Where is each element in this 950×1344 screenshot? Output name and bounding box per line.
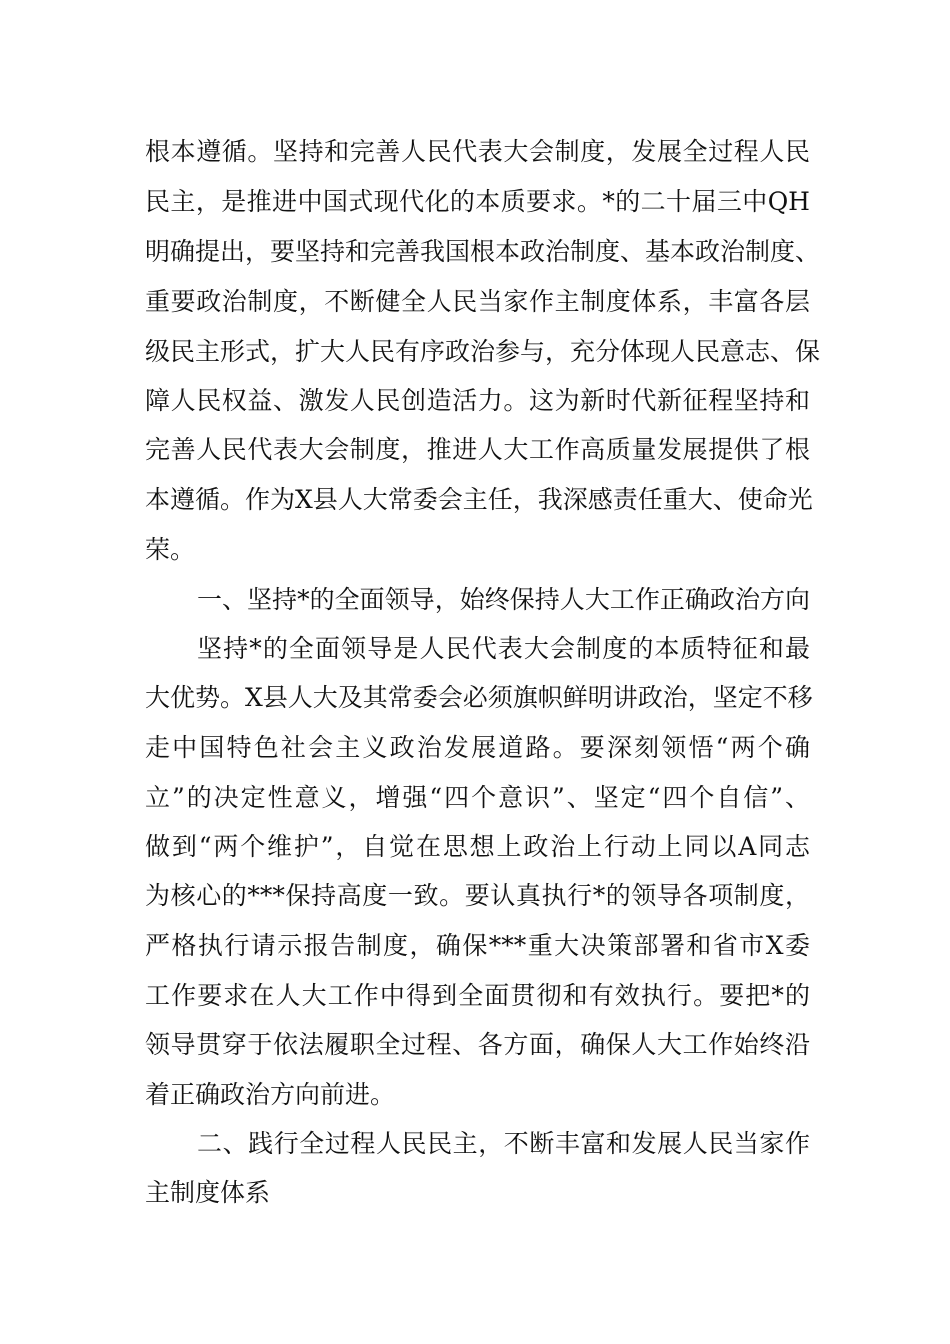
text-line-17: 严格执行请示报告制度，确保***重大决策部署和省市X委 xyxy=(145,931,810,960)
text-line-22: 主制度体系 xyxy=(145,1178,271,1207)
text-line-7: 完善人民代表大会制度，推进人大工作高质量发展提供了根 xyxy=(145,435,810,464)
text-line-3: 明确提出，要坚持和完善我国根本政治制度、基本政治制度、 xyxy=(145,237,821,266)
text-line-12: 大优势。X县人大及其常委会必须旗帜鲜明讲政治，坚定不移 xyxy=(145,683,813,712)
section-heading-2: 二、践行全过程人民民主，不断丰富和发展人民当家作 xyxy=(197,1129,810,1158)
text-line-5: 级民主形式，扩大人民有序政治参与，充分体现人民意志、保 xyxy=(145,337,821,366)
text-line-14: 立”的决定性意义，增强“四个意识”、坚定“四个自信”、 xyxy=(145,783,810,812)
text-line-16: 为核心的***保持高度一致。要认真执行*的领导各项制度， xyxy=(145,881,810,910)
text-line-15: 做到“两个维护”，自觉在思想上政治上行动上同以A同志 xyxy=(145,832,810,861)
text-line-8: 本遵循。作为X县人大常委会主任，我深感责任重大、使命光 xyxy=(145,485,813,514)
text-line-20: 着正确政治方向前进。 xyxy=(145,1080,396,1109)
section-heading-1: 一、坚持*的全面领导，始终保持人大工作正确政治方向 xyxy=(197,585,810,614)
text-line-18: 工作要求在人大工作中得到全面贯彻和有效执行。要把*的 xyxy=(145,981,810,1010)
text-line-11: 坚持*的全面领导是人民代表大会制度的本质特征和最 xyxy=(197,634,810,663)
text-line-1: 根本遵循。坚持和完善人民代表大会制度，发展全过程人民 xyxy=(145,137,810,166)
text-line-6: 障人民权益、激发人民创造活力。这为新时代新征程坚持和 xyxy=(145,386,810,415)
text-line-4: 重要政治制度，不断健全人民当家作主制度体系，丰富各层 xyxy=(145,287,810,316)
text-line-19: 领导贯穿于依法履职全过程、各方面，确保人大工作始终沿 xyxy=(145,1030,810,1059)
text-line-2: 民主，是推进中国式现代化的本质要求。*的二十届三中QH xyxy=(145,187,810,216)
text-line-9: 荣。 xyxy=(145,535,196,564)
text-line-13: 走中国特色社会主义政治发展道路。要深刻领悟“两个确 xyxy=(145,733,810,762)
